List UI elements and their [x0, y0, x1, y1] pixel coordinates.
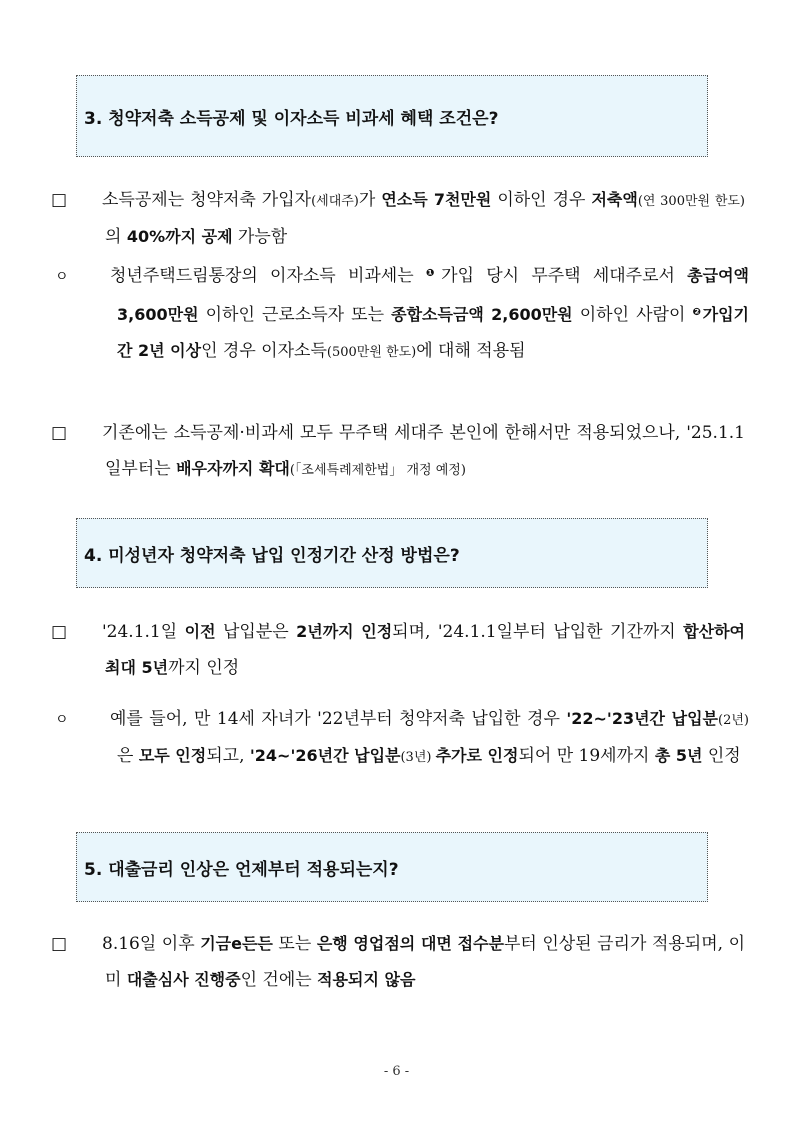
text: 기존에는 소득공제·비과세 모두 무주택 세대주 본인에 한해서만 적용되었으나, '25.1.1일부터는 [102, 423, 745, 479]
text: 소득공제는 청약저축 가입자 [102, 190, 312, 210]
emphasis: '22~'23년간 납입분 [566, 709, 719, 728]
square-bullet-icon: □ [51, 190, 68, 210]
text: 인정 [702, 746, 741, 766]
text: (연 300만원 한도) [637, 194, 746, 209]
emphasis: 총 5년 [654, 746, 703, 765]
section-3-heading-box [76, 75, 708, 157]
text: 청년주택드림통장의 이자소득 비과세는 [110, 266, 426, 286]
emphasis: 2년까지 인정 [296, 622, 393, 641]
text: 에 대해 적용됨 [416, 341, 526, 361]
text: 가입 당시 무주택 세대주로서 [441, 266, 688, 286]
section-5-paragraph-1 [51, 926, 745, 998]
page-number: - 6 - [383, 1064, 410, 1079]
emphasis: 추가로 인정 [435, 746, 519, 765]
text: 이하인 사람이 [572, 305, 693, 325]
emphasis: 총급여액 3,600만원 [117, 266, 749, 324]
emphasis: 대출심사 진행중 [126, 970, 241, 989]
text: 8.16일 이후 [102, 934, 201, 954]
emphasis: 가입기간 2년 이상 [117, 305, 749, 360]
section-4-heading: 4. 미성년자 청약저축 납입 인정기간 산정 방법은? [84, 545, 460, 566]
square-bullet-icon: □ [51, 622, 68, 642]
text: 되고, [206, 746, 250, 766]
text: 예를 들어, 만 14세 자녀가 '22년부터 청약저축 납입한 경우 [110, 709, 567, 729]
emphasis: 모두 인정 [138, 746, 207, 765]
square-bullet-icon: □ [51, 934, 68, 954]
emphasis: 종합소득금액 2,600만원 [391, 305, 573, 324]
text: (3년) [400, 750, 436, 765]
text: (500만원 한도) [326, 345, 417, 360]
section-5-heading: 5. 대출금리 인상은 언제부터 적용되는지? [84, 859, 399, 880]
emphasis: 합산하여 최대 5년 [105, 622, 746, 677]
text: 인 경우 이자소득 [201, 341, 327, 361]
emphasis: 40%까지 공제 [126, 227, 233, 246]
text: 가능함 [232, 227, 288, 247]
section-5-heading-box [76, 832, 708, 902]
text: (세대주) [311, 194, 359, 209]
emphasis: 은행 영업점의 대면 접수분 [316, 934, 504, 953]
section-3-paragraph-3 [51, 416, 745, 488]
text: 납입분은 [215, 622, 297, 642]
circle-bullet-icon: ㅇ [55, 269, 69, 285]
text: 은 [117, 746, 139, 766]
circle-bullet-icon: ㅇ [55, 712, 69, 728]
number-1-icon: ❶ [425, 268, 442, 279]
emphasis: 저축액 [591, 190, 638, 209]
text: 이하인 근로소득자 또는 [198, 305, 392, 325]
number-2-icon: ❷ [692, 307, 703, 318]
section-4-paragraph-2 [55, 701, 749, 775]
square-bullet-icon: □ [51, 423, 68, 443]
emphasis: '24~'26년간 납입분 [249, 746, 401, 765]
section-3-paragraph-2 [55, 256, 749, 370]
text: '24.1.1일 [102, 622, 185, 642]
text: (「조세특례제한법」 개정 예정) [289, 463, 466, 478]
emphasis: 연소득 7천만원 [381, 190, 492, 209]
text: 가 [358, 190, 382, 210]
text: 의 [105, 227, 127, 247]
text: 까지 인정 [168, 658, 240, 678]
text: 이하인 경우 [491, 190, 592, 210]
text: 되며, '24.1.1일부터 납입한 기간까지 [392, 622, 684, 642]
text: 인 건에는 [240, 970, 318, 990]
text: 또는 [272, 934, 317, 954]
emphasis: 기금e든든 [200, 934, 273, 953]
text: 부터 인상된 금리가 적용되며, 이미 [105, 934, 745, 990]
section-4-paragraph-1 [51, 614, 746, 686]
emphasis: 적용되지 않음 [317, 970, 416, 989]
text: (2년) [718, 713, 749, 728]
text: 되어 만 19세까지 [518, 746, 655, 766]
emphasis: 이전 [184, 622, 216, 641]
emphasis: 배우자까지 확대 [176, 459, 290, 478]
section-3-paragraph-1 [51, 182, 746, 255]
section-4-heading-box [76, 518, 708, 588]
section-3-heading: 3. 청약저축 소득공제 및 이자소득 비과세 혜택 조건은? [84, 108, 499, 129]
